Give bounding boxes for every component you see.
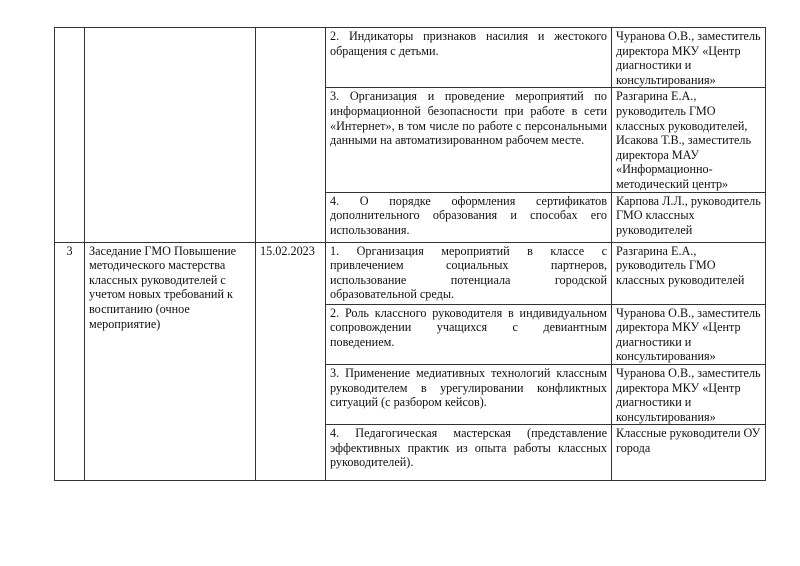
responsible-cell: Разгарина Е.А., руководитель ГМО классных руководителей, Исакова Т.В., заместитель директора МАУ «Информационно-методический центр»	[612, 88, 766, 192]
event-plan-table	[54, 27, 766, 481]
responsible-cell: Классные руководители ОУ города	[612, 425, 766, 481]
topic-cell: 4. Педагогическая мастерская (представление эффективных практик из опыта работы классных руководителей).	[326, 425, 612, 481]
number-cell: 3	[55, 242, 85, 481]
responsible-cell: Разгарина Е.А., руководитель ГМО классных руководителей	[612, 242, 766, 304]
event-title-cell	[85, 28, 256, 243]
event-title-cell: Заседание ГМО Повышение методического мастерства классных руководителей с учетом новых требований к воспитанию (очное мероприятие)	[85, 242, 256, 481]
responsible-cell: Чуранова О.В., заместитель директора МКУ «Центр диагностики и консультирования»	[612, 304, 766, 364]
table-row	[55, 28, 766, 88]
topic-cell: 3. Применение медиативных технологий классным руководителем в урегулировании конфликтных ситуаций (с разбором кейсов).	[326, 364, 612, 424]
topic-cell: 4. О порядке оформления сертификатов дополнительного образования и способах его использования.	[326, 192, 612, 242]
table-row	[55, 242, 766, 304]
date-cell: 15.02.2023	[256, 242, 326, 481]
topic-cell: 2. Индикаторы признаков насилия и жестокого обращения с детьми.	[326, 28, 612, 88]
number-cell	[55, 28, 85, 243]
responsible-cell: Карпова Л.Л., руководитель ГМО классных руководителей	[612, 192, 766, 242]
responsible-cell: Чуранова О.В., заместитель директора МКУ «Центр диагностики и консультирования»	[612, 364, 766, 424]
topic-cell: 3. Организация и проведение мероприятий по информационной безопасности при работе в сети «Интернет», в том числе по работе с персональными данными на автоматизированном рабочем месте.	[326, 88, 612, 192]
topic-cell: 1. Организация мероприятий в классе с привлечением социальных партнеров, использование потенциала городской образовательной среды.	[326, 242, 612, 304]
topic-cell: 2. Роль классного руководителя в индивидуальном сопровождении учащихся с девиантным поведением.	[326, 304, 612, 364]
date-cell	[256, 28, 326, 243]
responsible-cell: Чуранова О.В., заместитель директора МКУ «Центр диагностики и консультирования»	[612, 28, 766, 88]
